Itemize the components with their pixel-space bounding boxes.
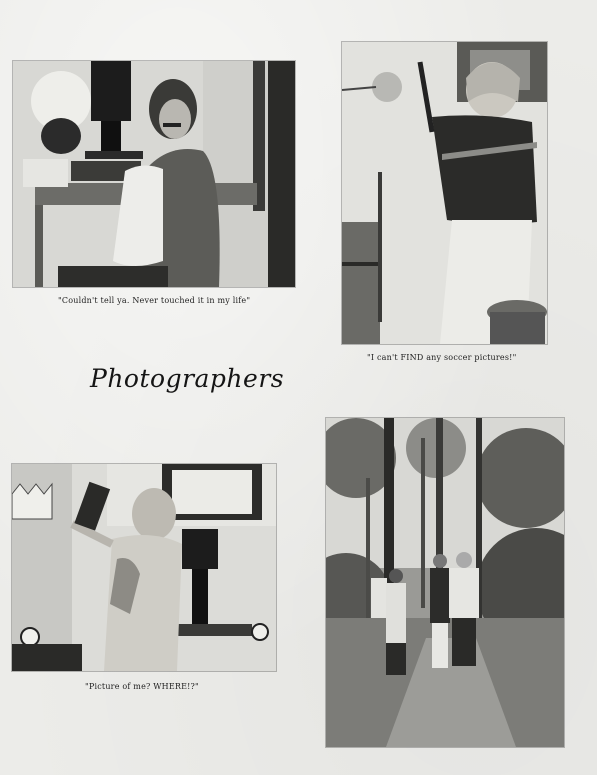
forest-walk-photo [326, 418, 564, 747]
caption-film-drying: "I can't FIND any soccer pictures!" [367, 353, 517, 362]
caption-bulletin-board: "Picture of me? WHERE!?" [85, 682, 199, 691]
darkroom-enlarger-photo [13, 61, 295, 287]
page-heading: Photographers [90, 364, 285, 393]
bulletin-board-photo [12, 464, 276, 671]
film-drying-photo [342, 42, 547, 344]
caption-darkroom: "Couldn't tell ya. Never touched it in my life" [58, 296, 251, 305]
